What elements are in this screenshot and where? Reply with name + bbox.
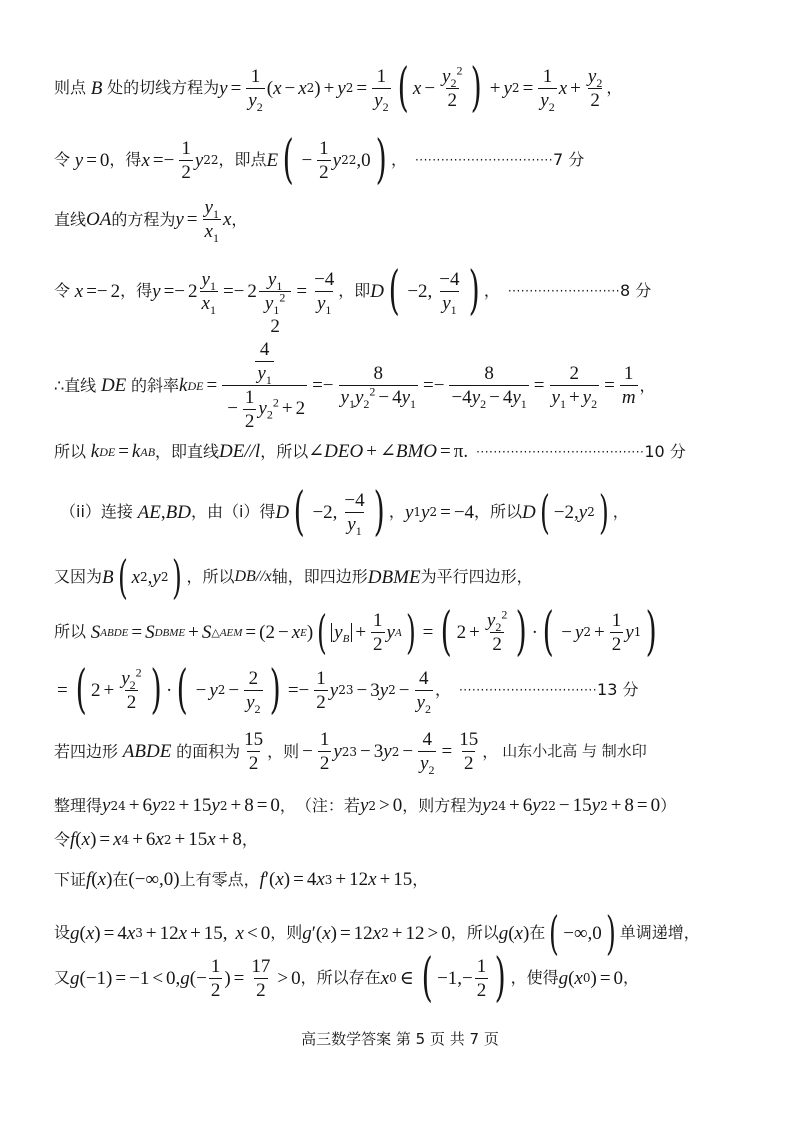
watermark-text: 山东小北高 与 制水印 [502,742,647,760]
text: ，所以存在 [300,968,381,987]
line-organize: 整理得 y 2 4 + 6 y 2 2 + 15 y 2 + 8 = 0 ， （注：若 y 2 > 0 ，则方程为 y 2 4 + 6 y 2 2 − 15 y 2 + 8 = 0 ） [54,795,677,816]
text: 令 [54,150,71,169]
text: ，所以 [186,567,235,586]
line-define-g: 设 g ( x ) = 4 x 3 + 12 x + 15, x < 0 ，则 g ′( x ) = 12 x 2 + 12 > 0 ，所以 g ( x ) 在 ( −∞,0 ) 单调递增， [54,906,700,960]
text: 的斜率 [131,375,180,395]
line-area-equals: 若四边形 ABDE 的面积为 $\frac{15}{2}$ ，则 − $\frac{1}{2}$ y 2 3 − 3 y 2 − $\frac{4}{y_2}$ = $\frac{15}{2}$ ， 山东小北高 与 制水印 [54,729,647,777]
text: 处的切线方程为 [107,78,220,97]
line-tangent-equation: 则点 B 处的切线方程为 y = $\frac{1}{y_2}$ ( x − x 2 ) + y 2 = $\frac{1}{y_2}$ ( x − $\frac{y_2^2}{2}$ ) + y 2 = $\frac{1}{y_2}$ x + $\frac{y_2}{2}$ ， [54,58,623,118]
text: 又因为 [54,567,103,586]
text: ，所以 [260,441,309,461]
text: 为平行四边形， [420,567,533,586]
text: ，即 [338,281,371,300]
text: 所以 [54,441,87,461]
text: （ii）连接 [60,502,133,521]
score: 13 分 [597,680,639,699]
line-oa-equation: 直线 OA 的方程为 y = $\frac{y_1}{x_1}$ x ， [54,197,248,245]
page-footer: 高三数学答案 第 5 页 共 7 页 [301,1030,499,1048]
text: 所以 [54,622,87,641]
line-exists-x0: 又 g (−1) = −1 < 0, g (− $\frac{1}{2}$ ) = $\frac{17}{2}$ > 0 ，所以存在 x 0 ∈ ( −1,− $\frac{1}{2}$ ) ，使得 g ( x 0 ) = 0 ， [54,948,640,1008]
text: ，得 [120,281,153,300]
score: 10 分 [644,441,686,461]
text: 整理得 [54,795,103,815]
text: 若四边形 [54,741,119,761]
text: ，由（i）得 [190,502,276,521]
text: 轴，即四边形 [271,567,368,586]
text: ，即直线 [155,441,220,461]
line-point-d: 令 x =− 2 ，得 y =− 2 $\frac{y_1}{x_1}$ =− 2 $y_1$ $y_1^2$ 2 = $\frac{-4}{y_1}$ ，即 D ( −2, $\frac{-4}{y_1}$ ) ， ·························· 8 分 [54,261,652,337]
text: ，得 [109,150,142,169]
text: ，则方程为 [402,795,483,815]
text: ，所以 [450,923,499,942]
line-part-ii: （ii）连接 AE , BD ，由（i）得 D ( −2, $\frac{-4}{y_1}$ ) ， y 1 y 2 = −4 ，所以 D ( −2, y 2 ) ， [60,482,629,542]
line-area-abde: 所以 S ABDE = S DBME + S △AEM = (2 − x E ) ( $y_B$ + $\frac{1}{2}$ y A ) = ( 2 + $\frac{y_2^2}{2}$ ) · ( − y 2 + $\frac{1}{2}$ y 1 ) [54,602,658,662]
line-point-e: 令 y = 0 ，得 x =− $\frac{1}{2}$ y 2 2 ，即点 E ( − $\frac{1}{2}$ y 2 2 ,0 ) ， ································ 7 分 [54,130,585,190]
line-parallel: 所以 k DE = k AB ，即直线 DE//l ，所以 ∠ DEO + ∠ BMO = π . ······································· 10 分 [54,441,686,462]
text: ，所以 [474,502,523,521]
text: （注：若 [295,795,360,815]
text: ，则 [267,741,300,761]
text: 设 [54,923,71,942]
text: 在 [529,923,546,942]
text: 直线 [54,209,87,229]
line-slope-de: ∴直线 DE 的斜率 k DE = $\frac{4}{y_1}$ − $\frac{1}{2}$ $y_2^2 + 2$ =− $\frac{8}{y_1y_2^2 - 4y_1}$ =− $\frac{8}{-4y_2 - 4y_1}$ = $\frac{2}{y_1 + y_2}$ = $\frac{1}{m}$ ， [54,339,656,432]
text: ∴直线 [54,375,97,395]
text: 则点 [54,78,87,97]
text: ，即点 [218,150,267,169]
score: 8 分 [620,281,652,300]
text: 下证 [54,869,87,889]
text: 又 [54,968,71,987]
line-parallelogram: 又因为 B ( x 2 , y 2 ) ，所以 DB//x 轴，即四边形 DBME 为平行四边形， [54,550,533,604]
score: 7 分 [553,150,585,169]
text: 单调递增， [619,923,700,942]
text: ，则 [270,923,303,942]
line-area-simplified: = ( 2 + $\frac{y_2^2}{2}$ ) · ( − y 2 − $\frac{2}{y_2}$ ) =− $\frac{1}{2}$ y 2 3 − 3 y 2 − $\frac{4}{y_2}$ ， ································ 13 分 [57,660,639,720]
text: 令 [54,281,71,300]
text: 在 [112,869,129,889]
text: 上有零点， [179,869,260,889]
text: 的面积为 [176,741,241,761]
text: 的方程为 [111,209,176,229]
line-define-f: 令 f ( x ) = x 4 + 6 x 2 + 15 x + 8 ， [54,829,258,850]
text: 令 [54,829,71,849]
line-zero-proof: 下证 f ( x ) 在 (−∞,0) 上有零点， f ′( x ) = 4 x 3 + 12 x + 15 ， [54,869,429,890]
text: ，使得 [510,968,559,987]
